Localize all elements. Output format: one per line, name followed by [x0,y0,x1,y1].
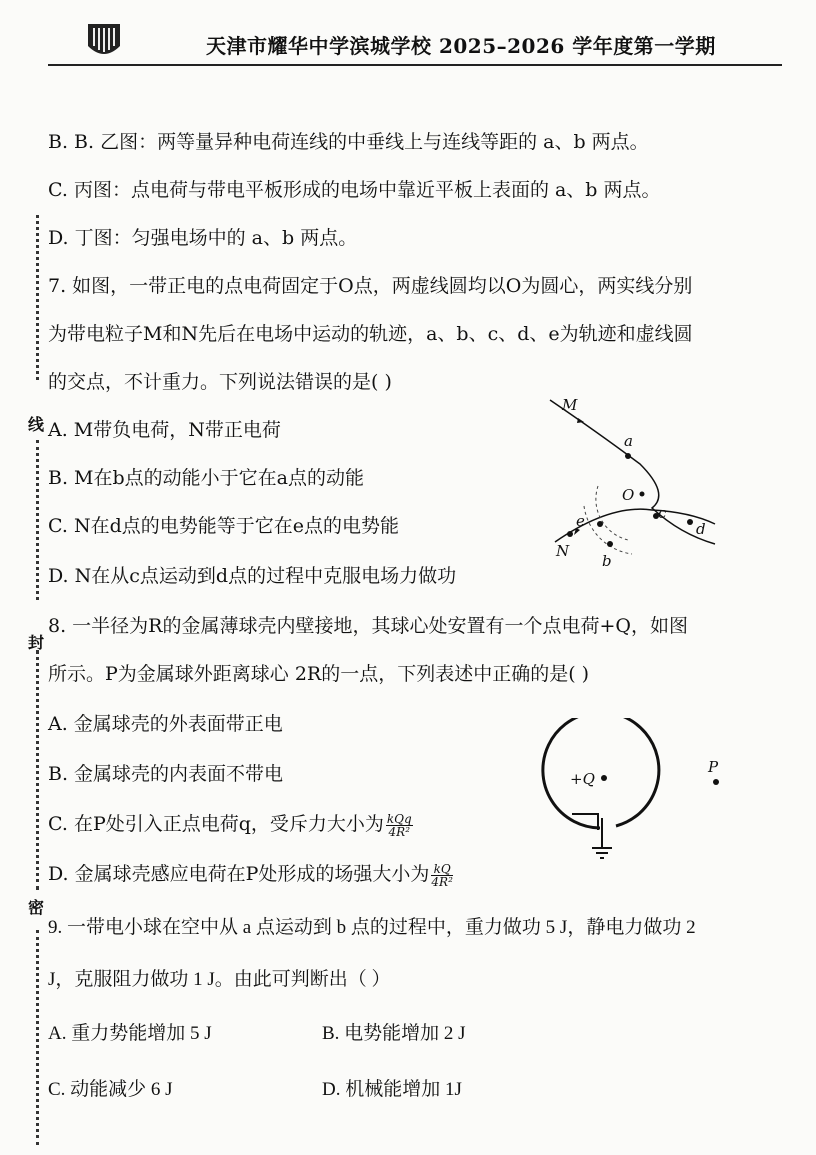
label-d: d [696,520,706,538]
q8-sphere-figure [540,718,740,878]
formula-kqq-over-4r2: $\frac{\text{kQq}}{\text{4R²}}$ [386,811,412,839]
q6-option-d: D. 丁图：匀强电场中的 a、b 两点。 [48,227,358,249]
q8-option-a: A. 金属球壳的外表面带正电 [48,713,283,735]
binding-dotted-line [36,930,39,1145]
q7-stem-line1: 7. 如图，一带正电的点电荷固定于O点，两虚线圆均以O为圆心，两实线分别 [48,275,693,297]
q7-trajectory-figure [540,394,720,574]
q6-option-c: C. 丙图：点电荷与带电平板形成的电场中靠近平板上表面的 a、b 两点。 [48,179,661,201]
binding-dotted-line [36,650,39,890]
q9-stem-line2: J，克服阻力做功 1 J。由此可判断出（ ） [48,969,391,990]
q7-stem-line3: 的交点，不计重力。下列说法错误的是( ) [48,371,392,393]
q9-option-c: C. 动能减少 6 J [48,1079,173,1100]
q7-option-d: D. N在从c点运动到d点的过程中克服电场力做功 [48,565,457,587]
label-o: O [622,486,635,504]
q7-option-b: B. M在b点的动能小于它在a点的动能 [48,467,364,489]
label-p: P [708,758,719,776]
label-e: e [576,512,585,530]
label-m: M [562,396,578,414]
q9-option-b: B. 电势能增加 2 J [322,1023,466,1044]
label-a: a [624,432,633,450]
school-logo [84,20,124,62]
page-title: 天津市耀华中学滨城学校 2025–2026 学年度第一学期 [206,34,716,58]
q8-stem-line1: 8. 一半径为R的金属薄球壳内壁接地，其球心处安置有一个点电荷+Q，如图 [48,615,688,637]
q6-option-b: B. B. 乙图：两等量异种电荷连线的中垂线上与连线等距的 a、b 两点。 [48,131,649,153]
header-divider [48,64,782,66]
q9-option-d: D. 机械能增加 1J [322,1079,462,1100]
q8-option-d: D. 金属球壳感应电荷在P处形成的场强大小为 $\frac{kQ}{\text{4R²}}$ [48,861,453,889]
label-c: c [658,504,667,522]
binding-dotted-line [36,215,39,380]
q7-stem-line2: 为带电粒子M和N先后在电场中运动的轨迹，a、b、c、d、e为轨迹和虚线圆 [48,323,693,345]
q8-option-b: B. 金属球壳的内表面不带电 [48,763,284,785]
label-plus-q: +Q [570,770,595,788]
q9-option-a: A. 重力势能增加 5 J [48,1023,212,1044]
label-b: b [602,552,612,570]
q7-option-c: C. N在d点的电势能等于它在e点的电势能 [48,515,399,537]
binding-dotted-line [36,440,39,600]
margin-char-mi: 密 [28,898,45,917]
q8-option-c: C. 在P处引入正点电荷q，受斥力大小为 $\frac{\text{kQq}}{\text{4R²}}$ [48,811,412,839]
label-n: N [556,542,570,560]
dashed-circle-outer [584,506,632,554]
q7-option-a: A. M带负电荷，N带正电荷 [48,419,281,441]
q8-stem-line2: 所示。P为金属球外距离球心 2R的一点，下列表述中正确的是( ) [48,663,590,685]
formula-kq-over-4r2: $\frac{kQ}{\text{4R²}}$ [431,861,453,889]
margin-char-feng: 封 [28,633,45,652]
q9-stem-line1: 9. 一带电小球在空中从 a 点运动到 b 点的过程中，重力做功 5 J，静电力做功 2 [48,917,696,938]
metal-shell [543,718,659,828]
margin-char-xian: 线 [28,415,45,434]
